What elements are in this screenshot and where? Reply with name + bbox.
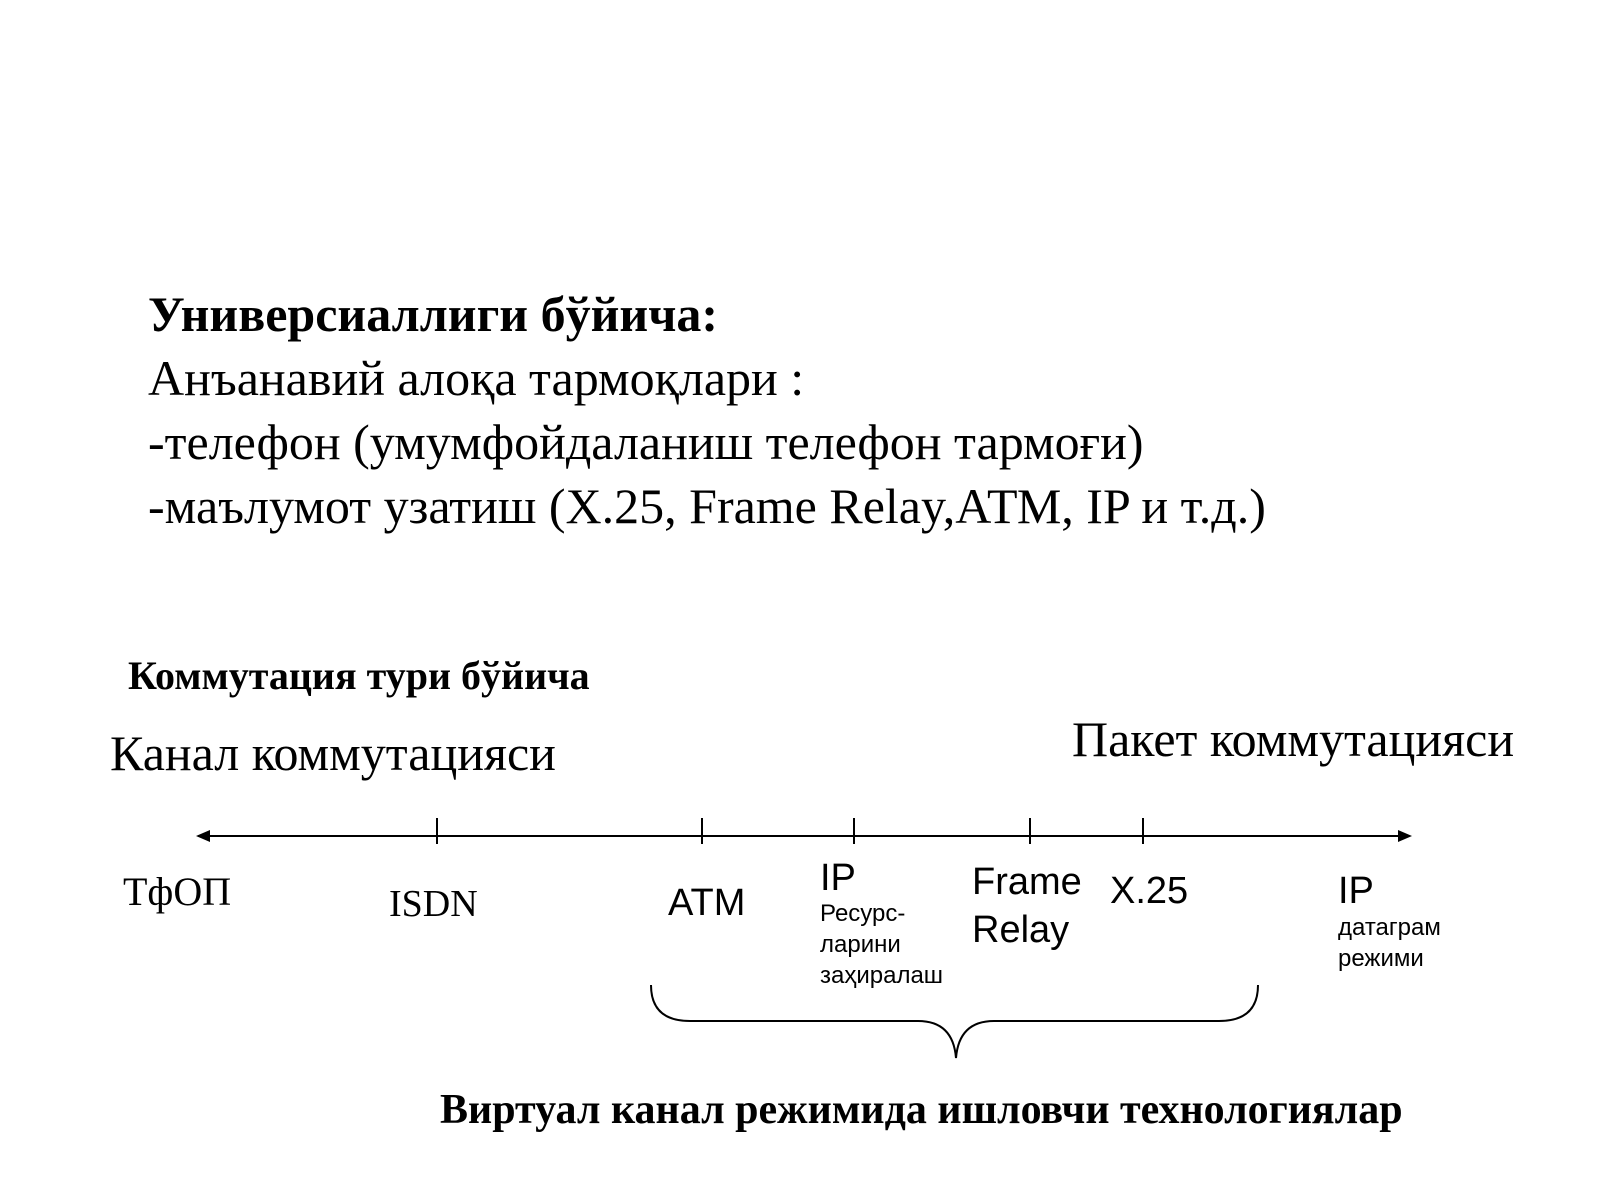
tech-ip-datagram	[1338, 870, 1441, 974]
tech-frame-relay	[972, 858, 1082, 954]
packet-switching-label: Пакет коммутацияси	[1072, 711, 1515, 767]
tech-ip-reserve-sub-2: ларини	[820, 931, 901, 958]
tech-ip-datagram-sub-2: режими	[1338, 945, 1424, 972]
tech-frame-relay-line-2: Relay	[972, 909, 1070, 951]
tech-tfop-label: ТфОП	[123, 869, 232, 914]
tech-ip-datagram-title: IP	[1338, 870, 1374, 912]
tech-atm-label: ATM	[668, 882, 746, 924]
tech-x25-label: X.25	[1110, 870, 1189, 912]
virtual-channel-caption: Виртуал канал режимида ишловчи технологиялар	[440, 1087, 1403, 1133]
tech-isdn-label: ISDN	[389, 883, 478, 925]
intro-line-networks: Анъанавий алоқа тармоқлари :	[148, 350, 805, 406]
tech-ip-reserve-sub-1: Ресурс-	[820, 900, 906, 927]
axis-right-arrowhead	[1398, 830, 1412, 842]
tech-ip-reserve-sub-3: заҳиралаш	[820, 962, 944, 989]
circuit-switching-label: Канал коммутацияси	[110, 725, 556, 781]
intro-block	[148, 282, 1266, 538]
tech-ip-datagram-sub-1: датаграм	[1338, 914, 1441, 941]
tech-frame-relay-line-1: Frame	[972, 861, 1082, 903]
intro-title: Универсиаллиги бўйича:	[148, 286, 719, 342]
switching-title: Коммутация тури бўйича	[128, 653, 590, 698]
tech-ip-reserve	[820, 858, 943, 991]
intro-line-telephone: -телефон (умумфойдаланиш телефон тармоғи)	[148, 414, 1144, 470]
virtual-channel-brace	[651, 985, 1258, 1058]
tech-ip-reserve-title: IP	[820, 857, 856, 899]
intro-line-data: -маълумот узатиш (X.25, Frame Relay,АТМ, IP и т.д.)	[148, 478, 1266, 534]
axis-left-arrowhead	[196, 830, 210, 842]
